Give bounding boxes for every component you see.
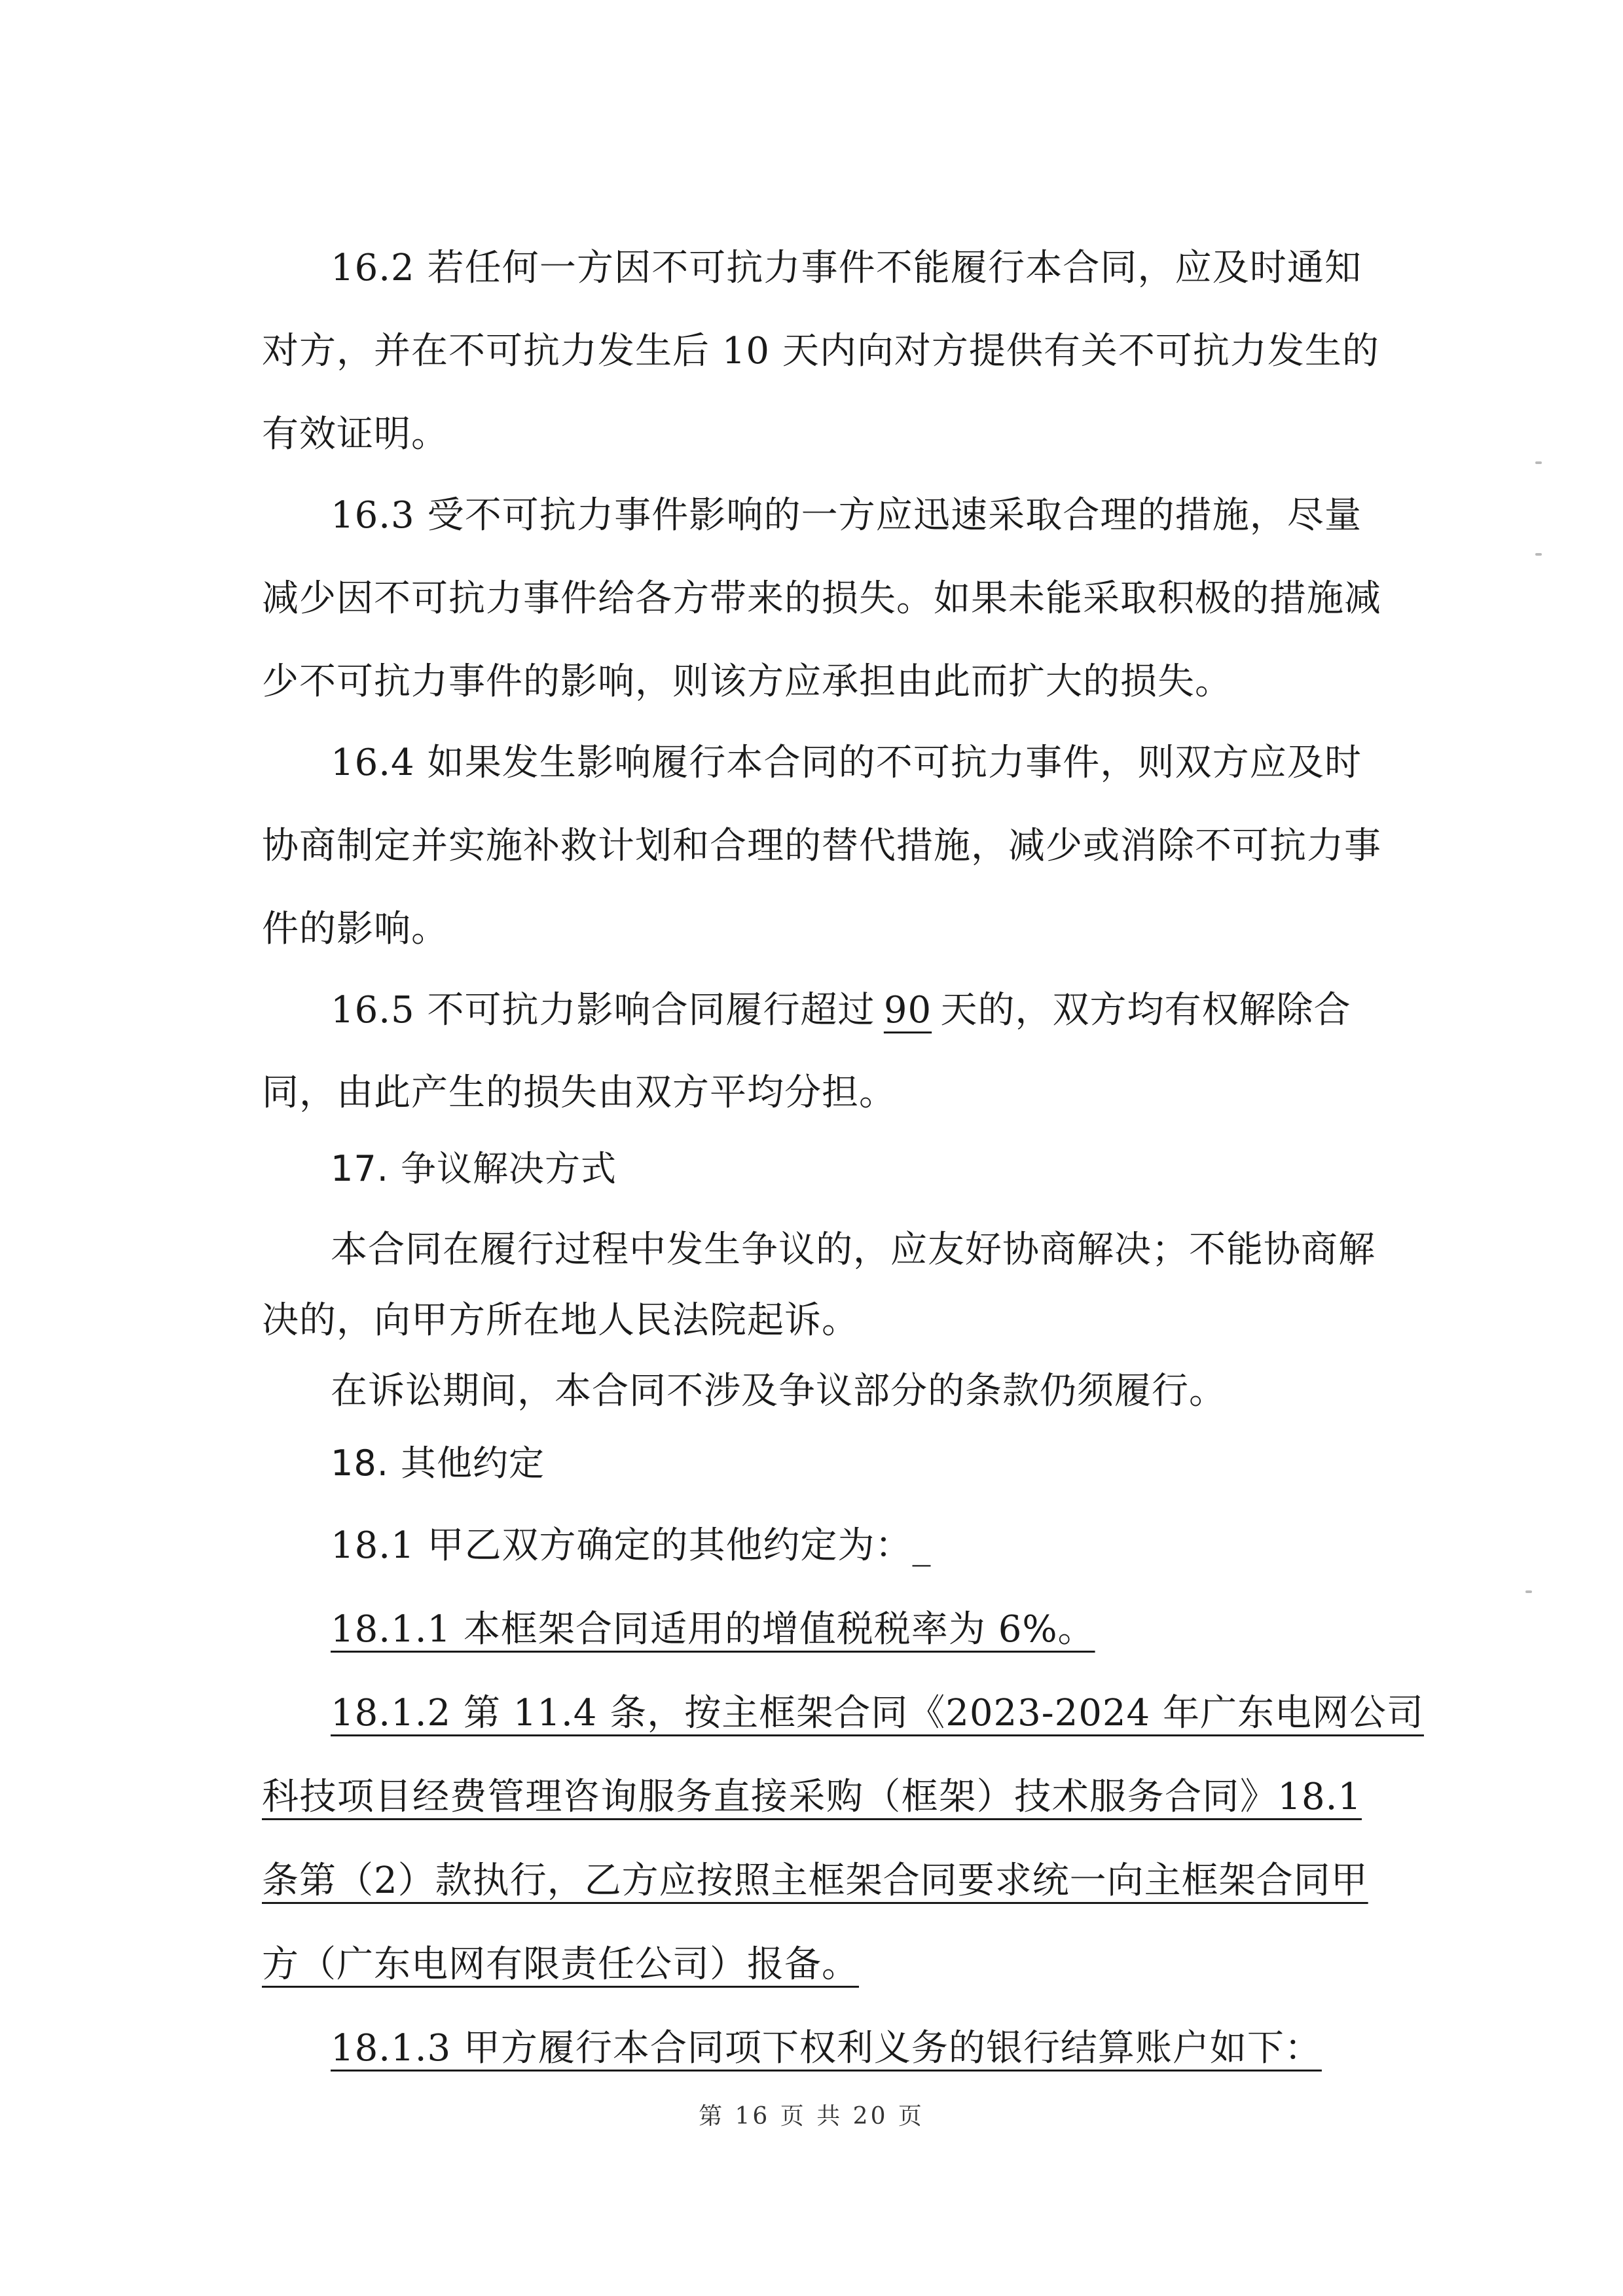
clause-16-5-text-a: 16.5 不可抗力影响合同履行超过 <box>331 989 875 1031</box>
clause-18-1: 18.1 甲乙双方确定的其他约定为：_ <box>331 1524 932 1567</box>
section-17-heading: 17. 争议解决方式 <box>331 1148 617 1189</box>
clause-18-1-2-line-1: 18.1.2 第 11.4 条，按主框架合同《2023-2024 年广东电网公司 <box>331 1692 1424 1734</box>
page-number-footer: 第 16 页 共 20 页 <box>699 2103 924 2130</box>
clause-16-5-line-2: 同，由此产生的损失由双方平均分担。 <box>262 1071 896 1114</box>
clause-16-3-line-3: 少不可抗力事件的影响，则该方应承担由此而扩大的损失。 <box>262 660 1232 703</box>
clause-18-1-2-line-4: 方（广东电网有限责任公司）报备。 <box>262 1943 859 1986</box>
section-18-heading: 18. 其他约定 <box>331 1443 545 1484</box>
clause-18-1-2-line-3: 条第（2）款执行，乙方应按照主框架合同要求统一向主框架合同甲 <box>262 1859 1368 1902</box>
scan-speck <box>1525 1590 1532 1593</box>
clause-16-4-line-1: 16.4 如果发生影响履行本合同的不可抗力事件，则双方应及时 <box>331 742 1362 784</box>
clause-18-1-3: 18.1.3 甲方履行本合同项下权利义务的银行结算账户如下： <box>331 2027 1322 2070</box>
scan-speck <box>1535 461 1542 464</box>
clause-16-2-line-2: 对方，并在不可抗力发生后 10 天内向对方提供有关不可抗力发生的 <box>262 330 1379 372</box>
clause-16-2-line-1: 16.2 若任何一方因不可抗力事件不能履行本合同，应及时通知 <box>331 247 1362 289</box>
clause-16-3-line-2: 减少因不可抗力事件给各方带来的损失。如果未能采取积极的措施减 <box>262 577 1381 620</box>
clause-16-2-line-3: 有效证明。 <box>262 413 448 456</box>
clause-16-3-line-1: 16.3 受不可抗力事件影响的一方应迅速采取合理的措施，尽量 <box>331 494 1362 537</box>
clause-18-1-2-line-2: 科技项目经费管理咨询服务直接采购（框架）技术服务合同》18.1 <box>262 1776 1362 1818</box>
clause-17-line-2: 决的，向甲方所在地人民法院起诉。 <box>262 1299 859 1342</box>
clause-16-4-line-2: 协商制定并实施补救计划和合理的替代措施，减少或消除不可抗力事 <box>262 825 1381 867</box>
days-blank-value: 90 <box>883 989 932 1031</box>
clause-16-5-text-b: 天的，双方均有权解除合 <box>940 989 1351 1031</box>
clause-17-line-3: 在诉讼期间，本合同不涉及争议部分的条款仍须履行。 <box>331 1370 1226 1412</box>
scan-speck <box>1535 553 1542 556</box>
clause-17-line-1: 本合同在履行过程中发生争议的，应友好协商解决；不能协商解 <box>331 1229 1376 1271</box>
clause-18-1-1: 18.1.1 本框架合同适用的增值税税率为 6%。 <box>331 1608 1095 1651</box>
clause-16-5-line-1 <box>331 984 1351 1037</box>
clause-16-4-line-3: 件的影响。 <box>262 908 448 950</box>
